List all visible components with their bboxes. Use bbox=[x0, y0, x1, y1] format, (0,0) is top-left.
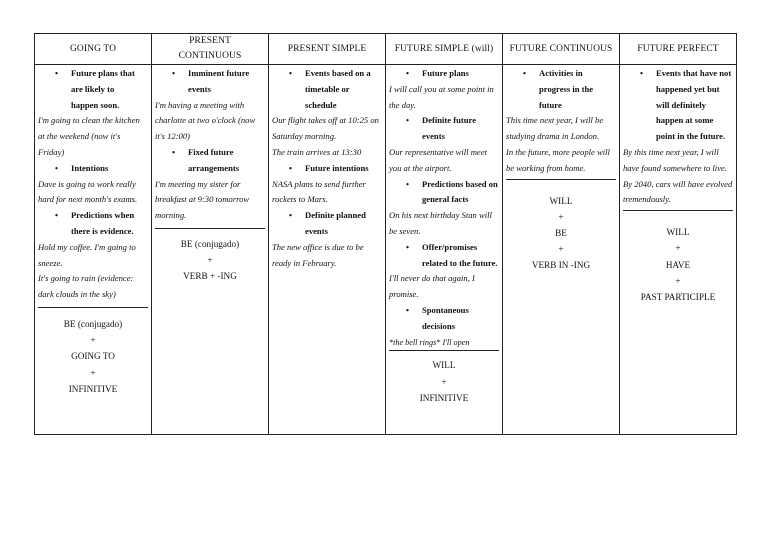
header-future-simple: FUTURE SIMPLE (will) bbox=[386, 34, 503, 65]
structure-formula: BE (conjugado) + VERB + -ING bbox=[180, 238, 240, 282]
example-text: This time next year, I will be studying drama in London. bbox=[506, 115, 604, 142]
example-text: By 2040, cars will have evolved tremendously. bbox=[623, 178, 733, 205]
bullet-item: • Predictions based on general facts bbox=[406, 178, 498, 205]
bullet-item: • Future plans bbox=[406, 68, 469, 78]
bullet-item: • Events based on a timetable or schedule bbox=[289, 68, 371, 110]
content-row bbox=[35, 65, 737, 435]
example-text: *the bell rings* I'll open bbox=[389, 337, 470, 347]
bullet-item: • Intentions bbox=[55, 162, 109, 173]
column-future-perfect bbox=[620, 65, 737, 435]
tenses-table bbox=[34, 33, 737, 435]
structure-formula: WILL + INFINITIVE bbox=[419, 360, 469, 403]
bullet-item: • Offer/promises related to the future. bbox=[406, 241, 498, 268]
structure-formula: WILL + BE + VERB IN -ING bbox=[531, 195, 591, 271]
header-future-perfect: FUTURE PERFECT bbox=[620, 34, 737, 65]
header-present-simple: PRESENT SIMPLE bbox=[269, 34, 386, 65]
example-text: NASA plans to send further rockets to Mars. bbox=[272, 178, 366, 205]
header-present-continuous: PRESENT CONTINUOUS bbox=[152, 34, 269, 65]
example-text: On his next birthday Stan will be seven. bbox=[389, 210, 492, 236]
bullet-item: • Definite future events bbox=[406, 115, 477, 142]
bullet-item: • Imminent future events bbox=[172, 68, 250, 94]
bullet-item: • Predictions when there is evidence. bbox=[55, 210, 135, 236]
structure-formula: BE (conjugado) + GOING TO + INFINITIVE bbox=[63, 318, 123, 394]
column-going-to bbox=[35, 65, 152, 435]
example-text: Our representative will meet you at the airport. bbox=[389, 146, 487, 173]
example-text: The new office is due to be ready in February. bbox=[272, 241, 364, 268]
example-text: I'm going to clean the kitchen at the weekend (now it's Friday) bbox=[38, 115, 140, 157]
divider bbox=[506, 179, 616, 180]
example-text: It's going to rain (evidence: dark clouds in the sky) bbox=[38, 273, 134, 300]
column-present-simple bbox=[269, 65, 386, 435]
example-text: I'll never do that again, I promise. bbox=[389, 273, 475, 300]
column-present-continuous bbox=[152, 65, 269, 435]
example-text: Our flight takes off at 10:25 on Saturday morning. bbox=[272, 115, 379, 142]
example-text: The train arrives at 13:30 bbox=[272, 146, 362, 157]
example-text: By this time next year, I will have found somewhere to live. bbox=[623, 146, 727, 173]
divider bbox=[38, 307, 148, 308]
example-text: I'm meeting my sister for breakfast at 9:30 tomorrow morning. bbox=[155, 178, 250, 221]
example-text: I will call you at some point in the day. bbox=[389, 83, 494, 110]
bullet-item: • Definite planned events bbox=[289, 210, 366, 236]
bullet-item: • Future intentions bbox=[289, 162, 369, 173]
structure-formula: WILL + HAVE + PAST PARTICIPLE bbox=[640, 227, 716, 302]
divider bbox=[389, 350, 499, 351]
bullet-item: • Fixed future arrangements bbox=[172, 146, 240, 173]
divider bbox=[623, 210, 733, 211]
bullet-item: • Future plans that are likely to happen soon. bbox=[55, 68, 135, 110]
divider bbox=[155, 228, 265, 229]
bullet-item: • Events that have not happened yet but will definitely happen at some point in the future. bbox=[640, 68, 732, 142]
example-text: Hold my coffee. I'm going to sneeze. bbox=[38, 241, 136, 268]
column-future-continuous bbox=[503, 65, 620, 435]
header-going-to: GOING TO bbox=[35, 34, 152, 65]
bullet-item: • Spontaneous decisions bbox=[406, 304, 469, 331]
column-future-simple bbox=[386, 65, 503, 435]
example-text: Dave is going to work really hard for next month's exams. bbox=[38, 178, 138, 205]
header-future-continuous: FUTURE CONTINUOUS bbox=[503, 34, 620, 65]
example-text: I'm having a meeting with charlotte at two o'clock (now it's 12:00) bbox=[155, 99, 256, 142]
header-row bbox=[35, 34, 737, 65]
bullet-item: • Activities in progress in the future bbox=[523, 68, 594, 110]
example-text: In the future, more people will be working from home. bbox=[506, 146, 610, 173]
